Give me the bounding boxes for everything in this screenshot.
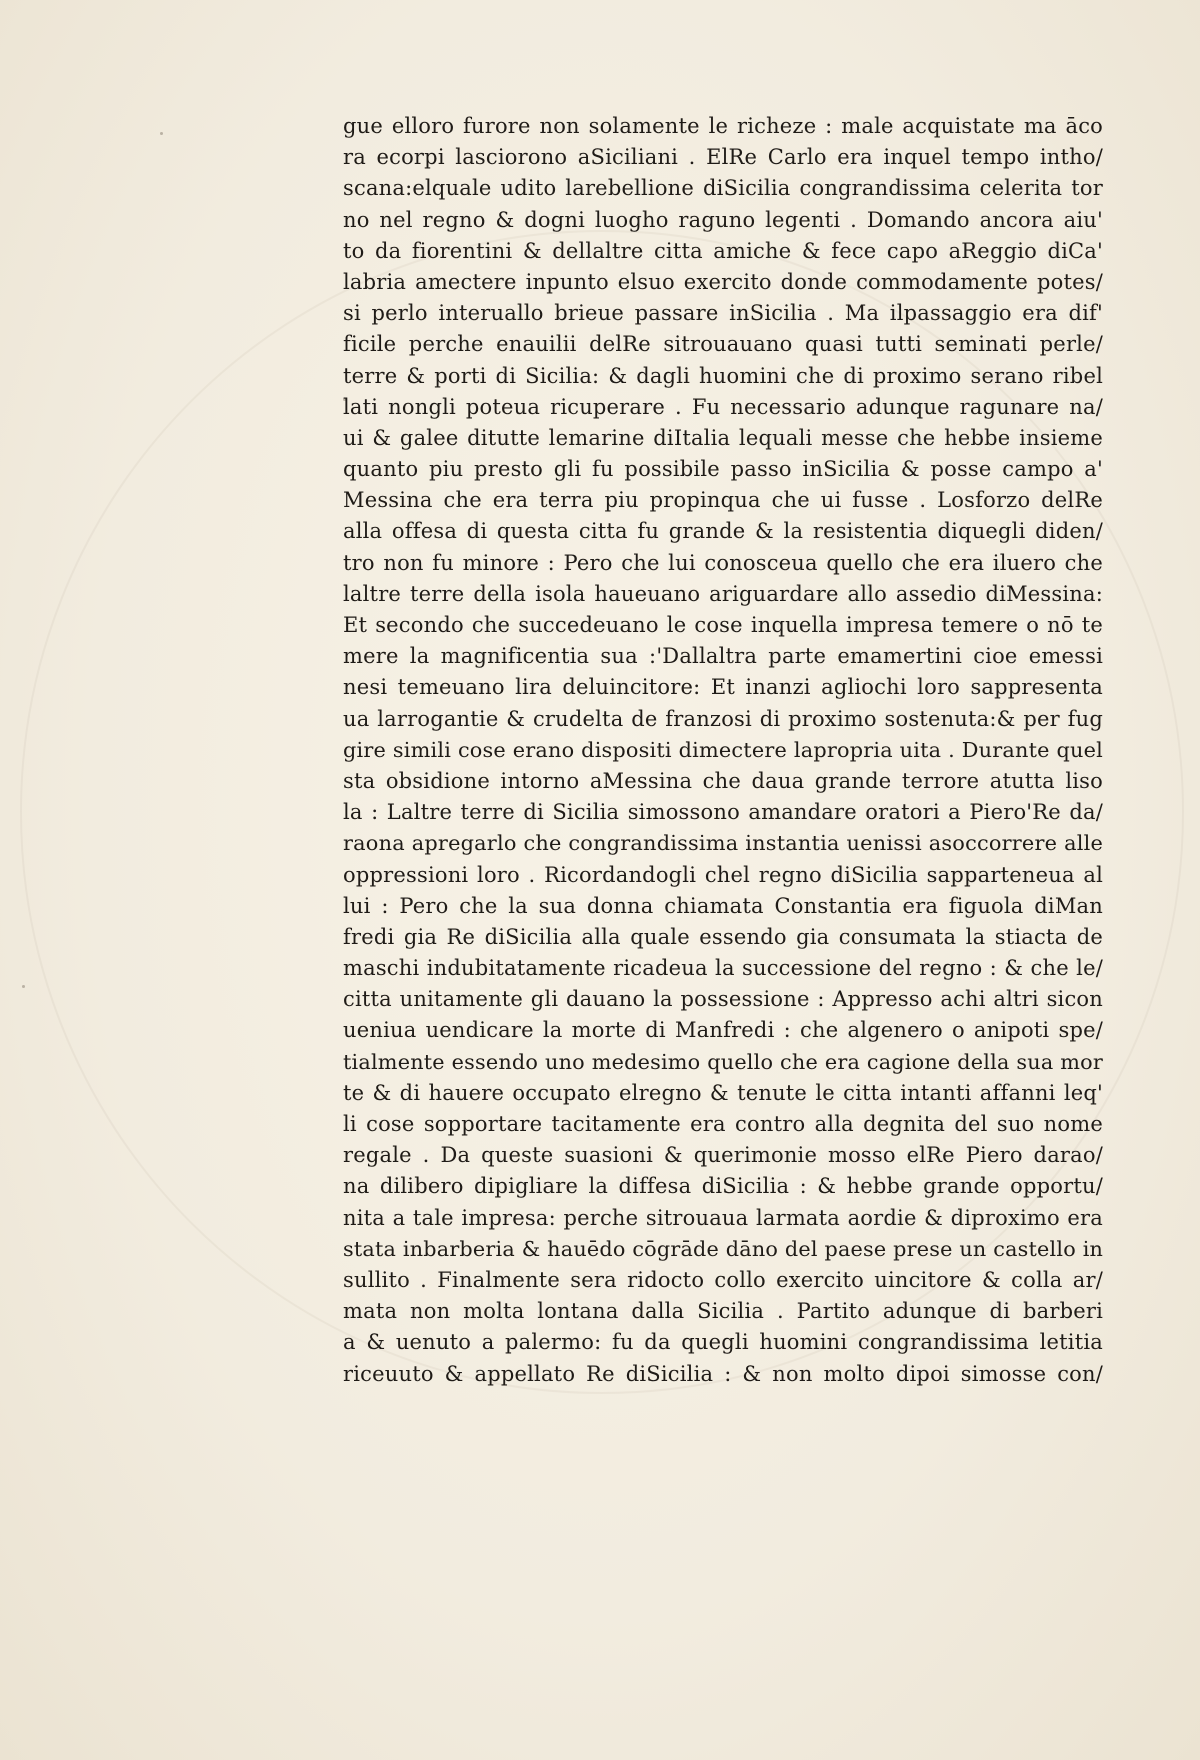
text-line: fredi gia Re diSicilia alla quale essendo gia consumata la stiacta de [343, 924, 1103, 949]
text-line: Messina che era terra piu propinqua che ui fusse . Losforzo delRe [343, 488, 1103, 513]
text-line: gire simili cose erano dispositi dimectere lapropria uita . Durante quel [343, 737, 1103, 762]
text-line: no nel regno & dogni luogho raguno legenti . Domando ancora aiu' [343, 207, 1103, 232]
text-line: Et secondo che succedeuano le cose inquella impresa temere o nō te [343, 613, 1103, 637]
text-line: la : Laltre terre di Sicilia simossono amandare oratori a Piero'Re da/ [343, 800, 1103, 825]
paper-speck [160, 132, 163, 135]
text-line: ra ecorpi lasciorono aSiciliani . ElRe Carlo era inquel tempo intho/ [343, 145, 1103, 170]
text-line: labria amectere inpunto elsuo exercito donde commodamente potes/ [343, 269, 1103, 294]
text-line: mata non molta lontana dalla Sicilia . Partito adunque di barberi [343, 1299, 1103, 1324]
text-line: nita a tale impresa: perche sitrouaua larmata aordie & diproximo era [343, 1205, 1103, 1230]
text-line: terre & porti di Sicilia: & dagli huomini che di proximo serano ribel [343, 363, 1103, 388]
text-line: sullito . Finalmente sera ridocto collo exercito uincitore & colla ar/ [343, 1267, 1103, 1292]
text-line: sta obsidione intorno aMessina che daua grande terrore atutta liso [343, 768, 1103, 793]
text-line: laltre terre della isola haueuano ariguardare allo assedio diMessina: [343, 581, 1103, 606]
text-line: lati nongli poteua ricuperare . Fu necessario adunque ragunare na/ [343, 394, 1103, 419]
text-line: citta unitamente gli dauano la possessione : Appresso achi altri sicon [343, 987, 1103, 1012]
text-line: lui : Pero che la sua donna chiamata Constantia era figuola diMan [343, 893, 1103, 918]
text-line: ua larrogantie & crudelta de franzosi di proximo sostenuta:& per fug [343, 706, 1103, 731]
text-line: mere la magnificentia sua :'Dallaltra parte emamertini cioe emessi [343, 644, 1103, 669]
text-line: to da fiorentini & dellaltre citta amiche & fece capo aReggio diCa' [343, 238, 1103, 263]
text-line: li cose sopportare tacitamente era contro alla degnita del suo nome [343, 1112, 1103, 1136]
text-line: scana:elquale udito larebellione diSicilia congrandissima celerita tor [343, 176, 1103, 201]
text-line: a & uenuto a palermo: fu da quegli huomini congrandissima letitia [343, 1330, 1103, 1355]
body-text [343, 111, 1103, 1390]
text-line: ficile perche enauilii delRe sitrouauano quasi tutti seminati perle/ [343, 332, 1103, 357]
paper-speck [22, 985, 25, 988]
text-line: maschi indubitatamente ricadeua la successione del regno : & che le/ [343, 956, 1103, 981]
text-line: alla offesa di questa citta fu grande & la resistentia diquegli diden/ [343, 519, 1103, 544]
text-line: ueniua uendicare la morte di Manfredi : che algenero o anipoti spe/ [343, 1018, 1103, 1043]
text-line: regale . Da queste suasioni & querimonie mosso elRe Piero darao/ [343, 1143, 1103, 1168]
text-line: si perlo interuallo brieue passare inSicilia . Ma ilpassaggio era dif' [343, 301, 1103, 326]
text-line: tro non fu minore : Pero che lui conosceua quello che era iluero che [343, 550, 1103, 575]
text-line: ui & galee ditutte lemarine diItalia lequali messe che hebbe insieme [343, 425, 1103, 450]
text-line: nesi temeuano lira deluincitore: Et inanzi agliochi loro sappresenta [343, 675, 1103, 700]
text-line: raona apregarlo che congrandissima instantia uenissi asoccorrere alle [343, 831, 1103, 856]
text-line: oppressioni loro . Ricordandogli chel regno diSicilia sapparteneua al [343, 862, 1103, 887]
text-line: quanto piu presto gli fu possibile passo inSicilia & posse campo a' [343, 457, 1103, 482]
text-line: riceuuto & appellato Re diSicilia : & non molto dipoi simosse con/ [343, 1361, 1103, 1386]
text-line: tialmente essendo uno medesimo quello che era cagione della sua mor [343, 1049, 1103, 1074]
text-line: gue elloro furore non solamente le richeze : male acquistate ma āco [343, 114, 1103, 138]
text-line: te & di hauere occupato elregno & tenute le citta intanti affanni leq' [343, 1080, 1103, 1105]
text-line: stata inbarberia & hauēdo cōgrāde dāno del paese prese un castello in [343, 1236, 1104, 1261]
text-line: na dilibero dipigliare la diffesa diSicilia : & hebbe grande opportu/ [343, 1174, 1103, 1199]
